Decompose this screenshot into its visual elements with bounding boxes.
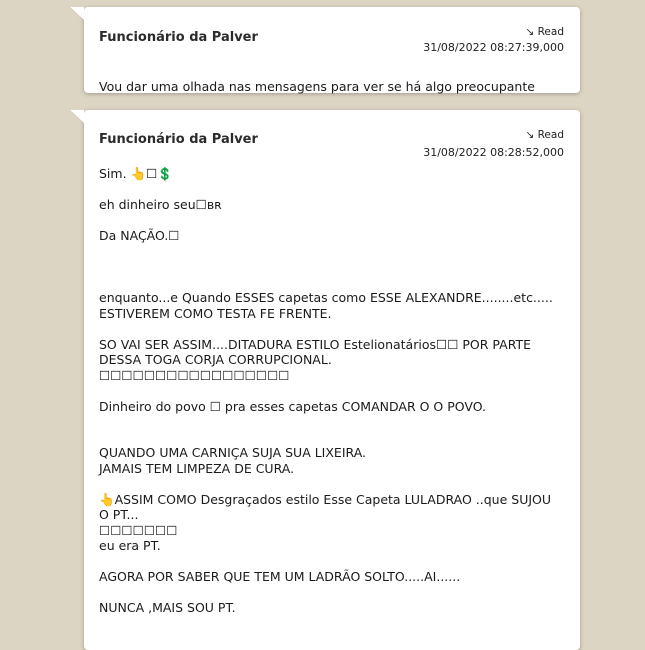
message-line: NUNCA ,MAIS SOU PT. <box>99 600 236 615</box>
message-line <box>99 244 569 260</box>
message-line <box>99 430 569 446</box>
message-line <box>99 182 569 198</box>
message-line: Vou dar uma olhada nas mensagens para ver se há algo preocupante <box>99 78 535 94</box>
message-bubble <box>84 7 580 93</box>
message-line <box>99 585 569 601</box>
sender-name: Funcionário da Palver <box>99 30 258 45</box>
message-line: Dinheiro do povo ☐ pra esses capetas COMANDAR O O POVO. <box>99 398 487 414</box>
message-line: SO VAI SER ASSIM....DITADURA ESTILO Estelionatários☐☐ POR PARTE <box>99 336 532 352</box>
message-line: ☐☐☐☐☐☐☐☐☐☐☐☐☐☐☐☐☐ <box>99 367 290 383</box>
message-text <box>99 166 569 616</box>
message-line: 👆ASSIM COMO Desgraçados estilo Esse Capeta LULADRAO ..que SUJOU <box>99 491 552 507</box>
message-timestamp: 31/08/2022 08:28:52,000 <box>423 146 564 159</box>
message-bubble <box>84 110 580 650</box>
sender-name: Funcionário da Palver <box>99 132 258 147</box>
message-line <box>99 259 569 275</box>
read-status: ↘ Read <box>525 26 564 38</box>
message-line <box>99 321 569 337</box>
message-line: JAMAIS TEM LIMPEZA DE CURA. <box>99 460 295 476</box>
message-line <box>99 275 569 291</box>
message-line: Da NAÇÃO.☐ <box>99 228 180 243</box>
message-line <box>99 476 569 492</box>
message-line: QUANDO UMA CARNIÇA SUJA SUA LIXEIRA. <box>99 445 367 460</box>
message-line: eh dinheiro seu☐ʙʀ <box>99 197 222 212</box>
message-line: eu era PT. <box>99 538 161 553</box>
message-line: enquanto...e Quando ESSES capetas como ESSE ALEXANDRE........etc..... <box>99 290 553 305</box>
message-text <box>99 63 535 110</box>
message-line: DESSA TOGA CORJA CORRUPCIONAL. <box>99 352 332 367</box>
message-line: AGORA POR SABER QUE TEM UM LADRÃO SOLTO.....AI...... <box>99 569 461 584</box>
message-line: Sim. 👆☐💲 <box>99 166 173 181</box>
read-status: ↘ Read <box>525 129 564 141</box>
message-line <box>99 213 569 229</box>
message-line: ESTIVEREM COMO TESTA FE FRENTE. <box>99 305 332 321</box>
message-timestamp: 31/08/2022 08:27:39,000 <box>423 41 564 54</box>
message-line: ☐☐☐☐☐☐☐ <box>99 522 178 538</box>
message-line <box>99 414 569 430</box>
message-line <box>99 554 569 570</box>
message-line: O PT... <box>99 507 139 522</box>
message-line <box>99 383 569 399</box>
